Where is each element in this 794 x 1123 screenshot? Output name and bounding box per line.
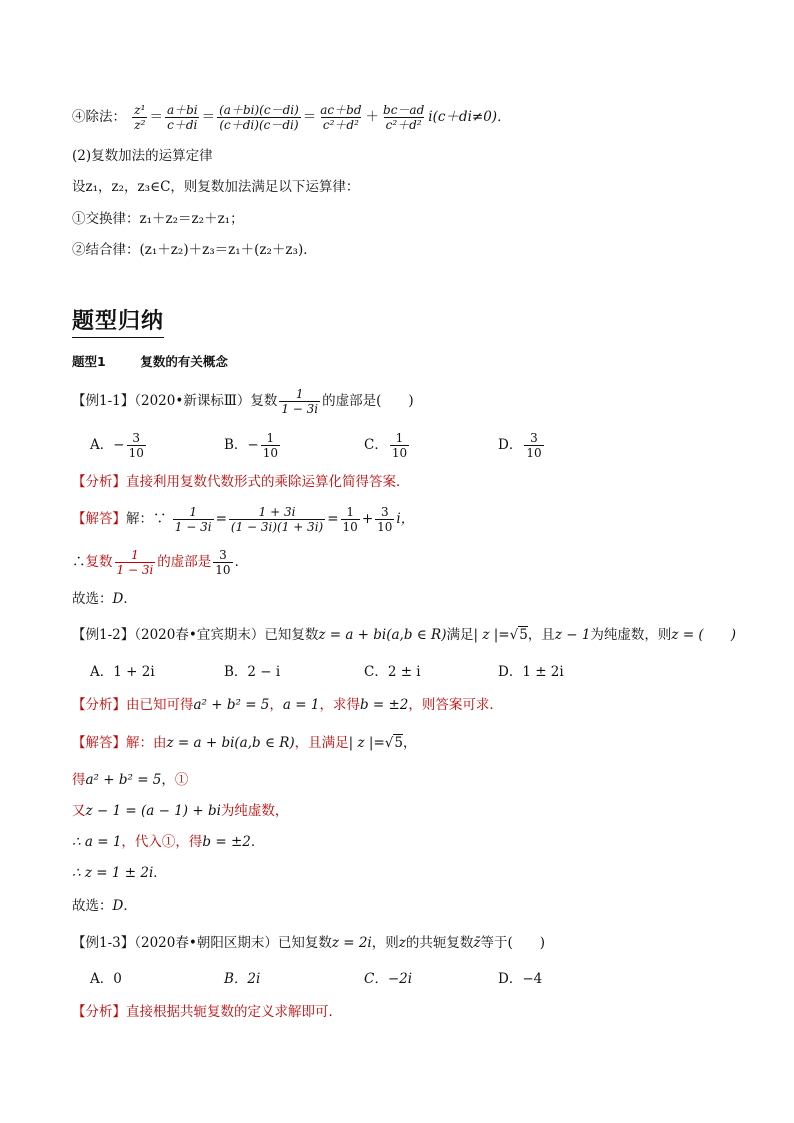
fraction: $\frac{1}{1 - 3i}$ — [281, 387, 319, 416]
laws-heading: (2)复数加法的运算定律 — [72, 148, 213, 164]
fraction: $\frac{1 + 3i}{(1 - 3i)(1 + 3i)}$ — [230, 505, 324, 534]
fraction: $\frac{3}{10}$ — [526, 431, 542, 460]
ex2-option-d[interactable]: D．1 ± 2i — [498, 664, 564, 680]
laws-intro: 设z₁，z₂，z₃∈C，则复数加法满足以下运算律： — [72, 179, 360, 195]
fraction: $\frac{1}{1 - 3i}$ — [116, 548, 154, 577]
fraction: $\frac{ac+bd}{\text{c²＋d²}}$ — [320, 103, 362, 132]
fraction: $\frac{\text{z¹}}{\text{z²}}$ — [134, 103, 146, 132]
ex1-choice: 故选：D． — [72, 591, 137, 607]
law-commutative: ①交换律：z₁＋z₂＝z₂＋z₁； — [72, 211, 244, 227]
fraction: $\frac{a+bi}{c+di}$ — [166, 103, 198, 132]
ex1-option-c[interactable]: C． $\frac{1}{10}$ — [364, 431, 408, 460]
type-label: 题型1 — [72, 354, 106, 369]
ex2-step3: ∴ a = 1，代入①，得b = ±2． — [72, 834, 265, 850]
law-associative: ②结合律：(z₁＋z₂)＋z₃＝z₁＋(z₂＋z₃)． — [72, 242, 317, 258]
ex3-option-a[interactable]: A．0 — [90, 971, 122, 987]
ex3-option-c[interactable]: C．−2i — [364, 971, 413, 987]
type-title: 复数的有关概念 — [140, 354, 228, 369]
division-tail: i(c＋di≠0)． — [428, 109, 511, 125]
ex2-option-a[interactable]: A．1 + 2i — [90, 664, 155, 680]
ex2-option-b[interactable]: B．2 − i — [224, 664, 281, 680]
ex2-analysis: 【分析】由已知可得a² + b² = 5，a = 1，求得b = ±2，则答案可求． — [72, 697, 503, 713]
ex2-choice: 故选：D． — [72, 898, 137, 914]
ex2-step4: ∴ z = 1 ± 2i． — [72, 865, 167, 881]
ex1-conclusion: ∴复数 $\frac{1}{1 - 3i}$ 的虚部是 $\frac{3}{10}$ ． — [72, 548, 249, 577]
ex1-analysis: 【分析】直接利用复数代数形式的乘除运算化简得答案． — [72, 474, 410, 490]
ex1-option-a[interactable]: A．− $\frac{3}{10}$ — [90, 431, 144, 460]
fraction: $\frac{(a+bi)(c-di)}{(c+di)(c-di)}$ — [219, 103, 299, 132]
ex2-step2: 又z − 1 = (a − 1) + bi为纯虚数， — [72, 803, 289, 819]
type-heading — [72, 353, 228, 371]
fraction: $\frac{3}{10}$ — [377, 505, 393, 534]
ex1-option-b[interactable]: B．− $\frac{1}{10}$ — [224, 431, 279, 460]
fraction: $\frac{3}{10}$ — [128, 431, 144, 460]
ex3-question: 【例1-3】（2020春•朝阳区期末）已知复数z = 2i，则z的共轭复数z̄等于( ) — [72, 935, 546, 951]
ex2-step1: 得a² + b² = 5，① — [72, 772, 189, 788]
fraction: $\frac{3}{10}$ — [215, 548, 231, 577]
ex2-option-c[interactable]: C．2 ± i — [364, 664, 421, 680]
section-title: 题型归纳 — [72, 304, 164, 338]
ex3-option-b[interactable]: B．2i — [224, 971, 261, 987]
ex1-question: 【例1-1】（2020•新课标Ⅲ）复数 $\frac{1}{1 - 3i}$ 的虚部是( ) — [72, 387, 414, 416]
fraction: $\frac{1}{1 - 3i}$ — [174, 505, 212, 534]
fraction: $\frac{bc-ad}{\text{c²＋d²}}$ — [383, 103, 425, 132]
ex3-analysis: 【分析】直接根据共轭复数的定义求解即可． — [72, 1004, 342, 1020]
ex2-question: 【例1-2】（2020春•宜宾期末）已知复数z = a + bi(a,b ∈ R)满足| z |=√5，且z − 1为纯虚数，则z = ( ) — [72, 627, 736, 643]
ex1-tag: 【例1-1】 — [72, 393, 135, 409]
fraction: $\frac{1}{10}$ — [342, 505, 358, 534]
division-formula: ④除法： $\frac{\text{z¹}}{\text{z²}}$ ＝ $\frac{a+bi}{c+di}$ ＝ $\frac{(a+bi)(c-di)}{(c+di)(c-di)}$ ＝ $\frac{ac+bd}{\text{c²＋d²}}$ ＋ $\frac{bc-ad}{\text{c²＋d²}}$ i(c＋di≠0)． — [72, 103, 511, 132]
fraction: $\frac{1}{10}$ — [391, 431, 408, 460]
ex3-option-d[interactable]: D．−4 — [498, 971, 543, 987]
fraction: $\frac{1}{10}$ — [262, 431, 279, 460]
ex1-option-d[interactable]: D． $\frac{3}{10}$ — [498, 431, 542, 460]
ex1-solution: 【解答】解：∵ $\frac{1}{1 - 3i}$ = $\frac{1 + 3i}{(1 - 3i)(1 + 3i)}$ = $\frac{1}{10}$ + $\frac{3}{10}$ i， — [72, 505, 415, 534]
division-label: ④除法： — [72, 109, 126, 125]
ex2-solution: 【解答】解：由z = a + bi(a,b ∈ R)，且满足| z |=√5， — [72, 735, 417, 751]
